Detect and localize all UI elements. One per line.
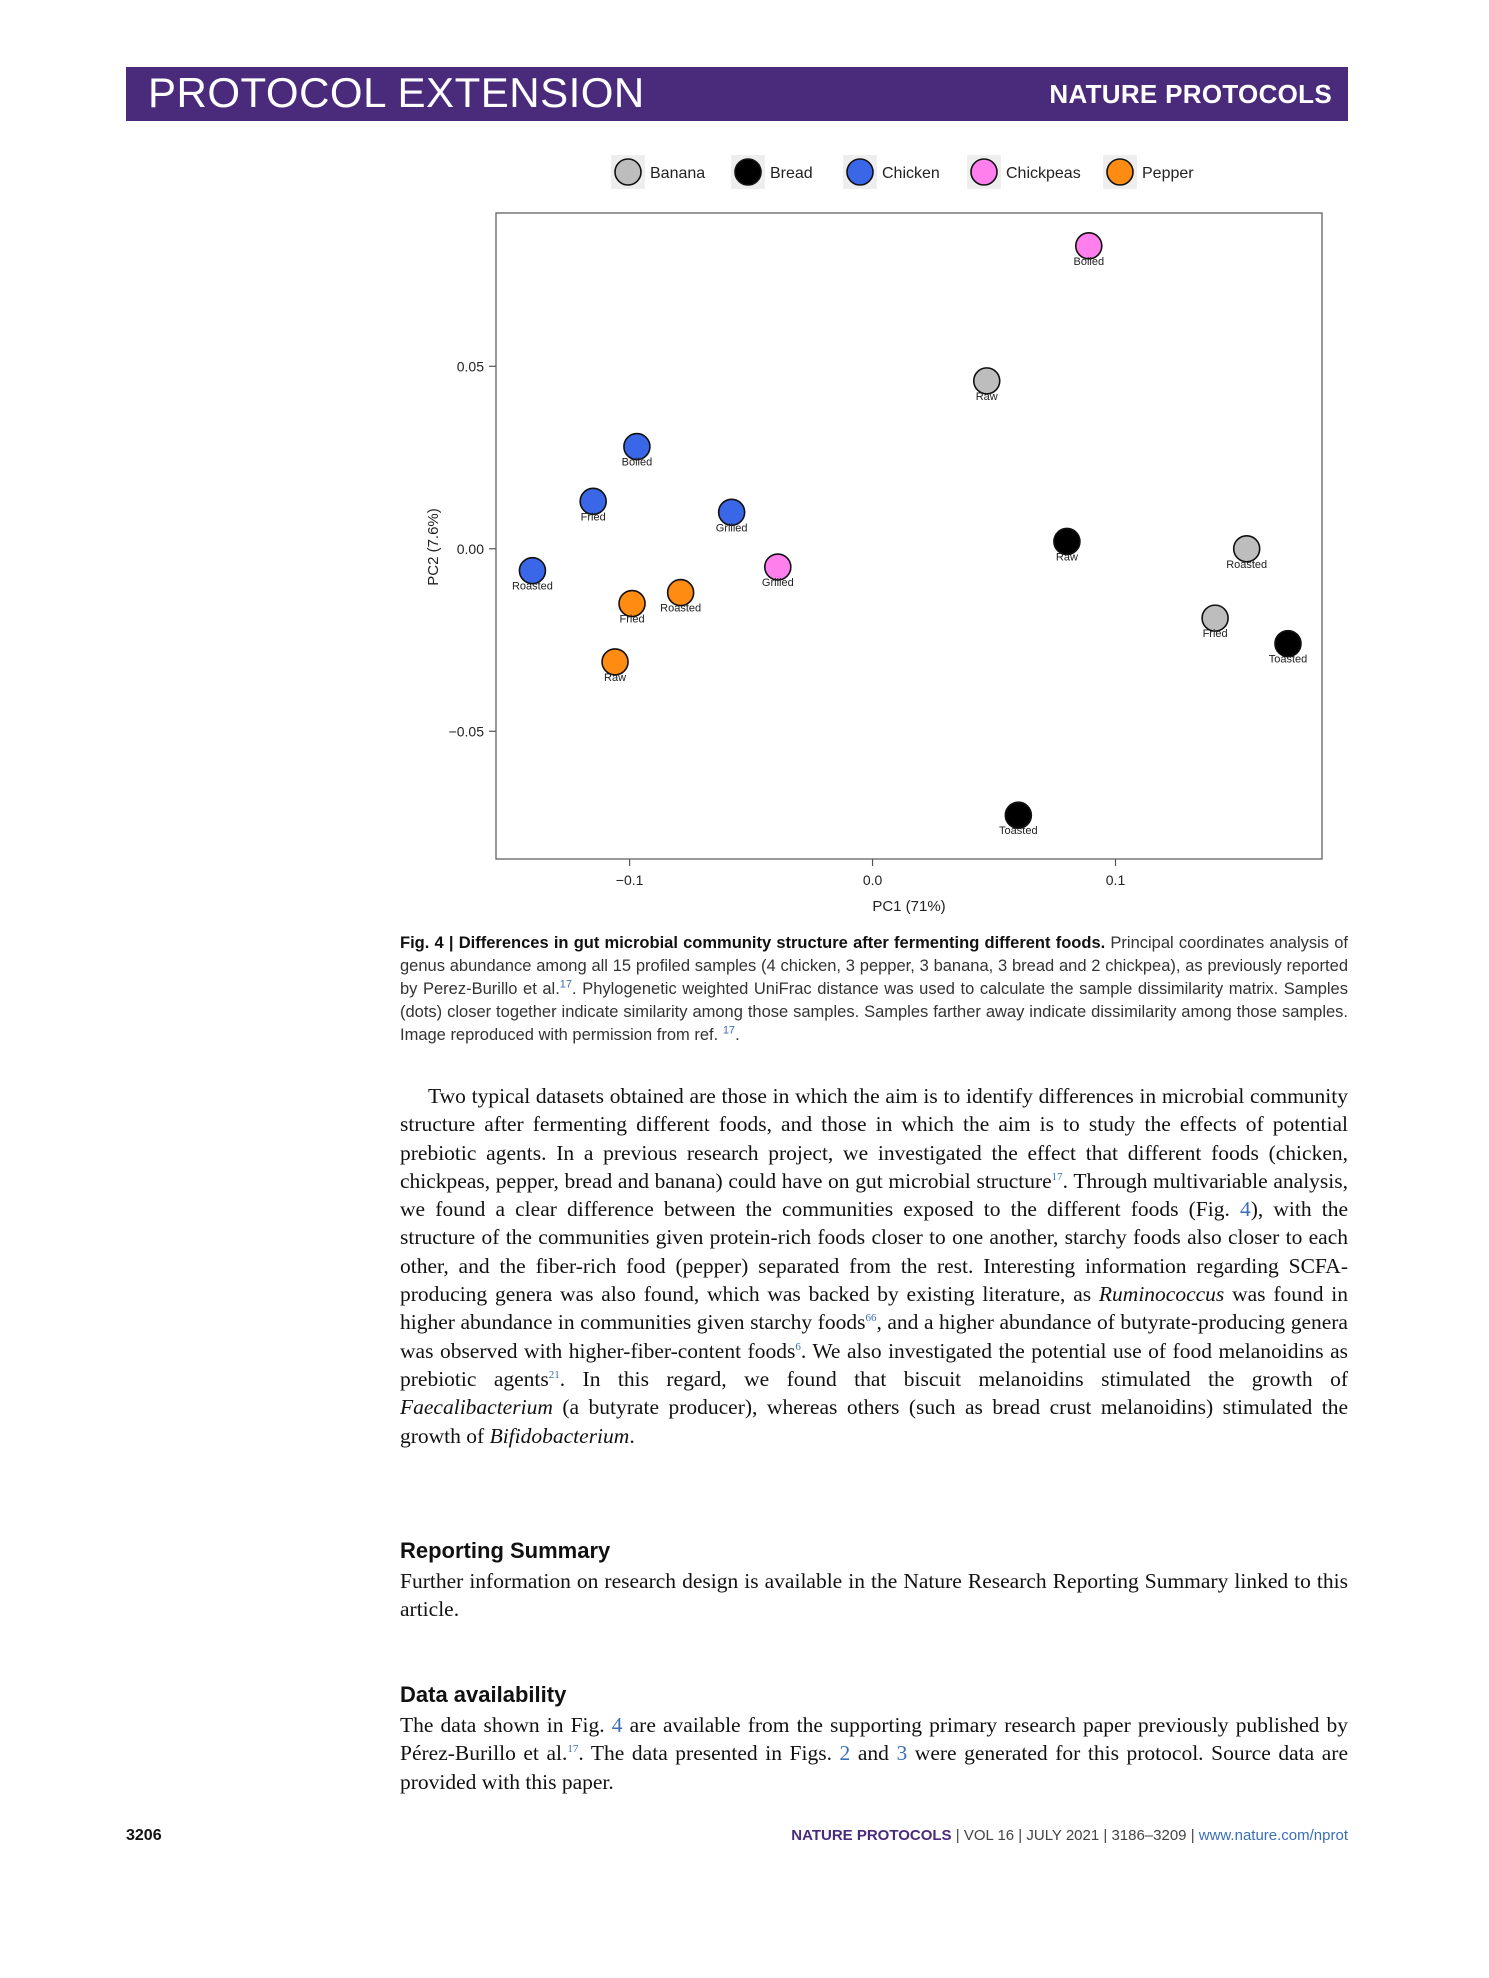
- y-tick-label: 0.05: [456, 358, 484, 375]
- y-tick-label: −0.05: [448, 723, 484, 740]
- body-text-a: Two typical datasets obtained are those in which the aim is to identify differences in microbial community structure after fermenting different foods, and those in which the aim is to study the effects of potential prebiotic agents. In a previous research project, we investigated the effect that different foods (chicken, chickpeas, pepper, bread and banana) could have on gut microbial structure: [400, 1084, 1348, 1193]
- caption-ref-2[interactable]: 17: [722, 1024, 736, 1037]
- chart-legend: [611, 155, 1194, 189]
- body-text-f: . We also investigated the potential use of food melanoidins as prebiotic agents: [400, 1338, 1348, 1391]
- da-fig-link-4[interactable]: 4: [611, 1713, 623, 1737]
- point-label: Grilled: [761, 577, 794, 590]
- plot-frame: [496, 213, 1322, 859]
- data-point-banana: [1202, 605, 1228, 640]
- point-label: Boiled: [1073, 255, 1105, 268]
- legend-label: Pepper: [1142, 165, 1194, 182]
- caption-ref[interactable]: 17: [559, 978, 573, 991]
- footer-volume: VOL 16: [963, 1827, 1015, 1844]
- legend-item-chickpeas: [967, 155, 1081, 189]
- data-point-bread: [999, 802, 1038, 837]
- body-text-i: .: [629, 1423, 635, 1448]
- legend-label: Chicken: [882, 165, 940, 182]
- body-text-b: . Through multivariable analysis, we found a clear difference between the communities exposed to the different foods (Fig.: [400, 1168, 1348, 1222]
- point-label: Raw: [975, 390, 998, 403]
- point-label: Toasted: [999, 825, 1038, 838]
- legend-marker: [971, 159, 997, 185]
- legend-marker: [735, 159, 761, 185]
- body-text-e: , and a higher abundance of butyrate-producing genera was observed with higher-fiber-content foods: [400, 1310, 1348, 1363]
- caption-text-3: .: [735, 1026, 740, 1044]
- body-text-c: ), with the structure of the communities given protein-rich foods closer to one another, starchy foods also closer to each other, and the fiber-rich food (pepper) separated from the rest. Interesting information regarding SCFA-producing genera was also found, which was backed by existing literature, as: [400, 1197, 1348, 1307]
- point-label: Fried: [1202, 628, 1228, 641]
- footer-date: JULY 2021: [1026, 1827, 1100, 1844]
- caption-text-2: . Phylogenetic weighted UniFrac distance was used to calculate the sample dissimilarity matrix. Samples (dots) closer together indicate similarity among those samples. Samples farther away indicate dissimilarity among those samples. Image reproduced with permission from ref.: [400, 980, 1348, 1044]
- citation-6[interactable]: 6: [795, 1340, 801, 1353]
- citation-66[interactable]: 66: [865, 1312, 877, 1325]
- body-text-g: . In this regard, we found that biscuit melanoidins stimulated the growth of: [559, 1366, 1348, 1391]
- italic-faecalibacterium: Faecalibacterium: [400, 1395, 553, 1420]
- footer-journal: NATURE PROTOCOLS: [791, 1827, 952, 1844]
- body-paragraph: [400, 1082, 1348, 1450]
- x-tick-label: 0.0: [862, 872, 883, 888]
- body-text-d: was found in higher abundance in communities given starchy foods: [400, 1282, 1348, 1335]
- data-point-bread: [1269, 631, 1308, 666]
- point-label: Raw: [604, 671, 627, 684]
- da-citation-17[interactable]: 17: [567, 1743, 579, 1756]
- data-point-pepper: [660, 580, 701, 615]
- data-point-chicken: [622, 434, 653, 469]
- italic-bifidobacterium: Bifidobacterium: [489, 1423, 630, 1448]
- chart-points: [512, 233, 1307, 837]
- footer-sep-1: |: [951, 1827, 964, 1844]
- footer-url[interactable]: www.nature.com/nprot: [1198, 1827, 1348, 1844]
- legend-label: Banana: [650, 165, 706, 182]
- caption-text: Principal coordinates analysis of genus abundance among all 15 profiled samples (4 chicken, 3 pepper, 3 banana, 3 bread and 2 chickpea), as previously reported by Perez-Burillo et al.: [400, 934, 1348, 998]
- da-fig-link-3[interactable]: 3: [896, 1741, 908, 1766]
- footer-sep-4: |: [1186, 1827, 1199, 1844]
- journal-label: NATURE PROTOCOLS: [1049, 79, 1332, 109]
- caption-label: Fig. 4 | Differences in gut microbial community structure after fermenting different foods.: [400, 934, 1106, 952]
- da-text-c: . The data presented in Figs.: [578, 1741, 840, 1766]
- data-availability-text: [400, 1711, 1348, 1796]
- data-point-chickpeas: [762, 554, 794, 589]
- data-point-bread: [1054, 528, 1080, 563]
- da-fig-link-2[interactable]: 2: [839, 1741, 851, 1766]
- data-point-chicken: [580, 488, 606, 523]
- body-text-h: (a butyrate producer), whereas others (such as bread crust melanoidins) stimulated the growth of: [400, 1395, 1348, 1448]
- legend-marker: [1107, 159, 1133, 185]
- point-label: Roasted: [511, 580, 553, 593]
- legend-label: Chickpeas: [1006, 165, 1081, 182]
- legend-item-banana: [611, 155, 705, 189]
- footer-info: [791, 1827, 1348, 1844]
- data-point-pepper: [602, 649, 628, 684]
- data-point-pepper: [619, 591, 645, 626]
- italic-ruminococcus: Ruminococcus: [1098, 1282, 1225, 1307]
- reporting-summary-heading: Reporting Summary: [400, 1538, 611, 1563]
- point-label: Fried: [619, 613, 645, 626]
- data-point-banana: [1226, 536, 1267, 571]
- da-text-b: are available from the supporting primary research paper previously published by Pérez-Burillo et al.: [400, 1713, 1348, 1766]
- point-label: Fried: [580, 511, 606, 524]
- data-point-chicken: [512, 558, 553, 593]
- reporting-summary-text: Further information on research design is available in the Nature Research Reporting Summary linked to this article.: [400, 1569, 1348, 1622]
- point-label: Boiled: [621, 456, 653, 469]
- legend-item-bread: [731, 155, 813, 189]
- point-label: Raw: [1055, 551, 1078, 564]
- point-label: Grilled: [715, 522, 748, 535]
- legend-marker: [847, 159, 873, 185]
- y-axis-label: PC2 (7.6%): [425, 508, 442, 586]
- x-tick-label: −0.1: [615, 872, 644, 888]
- da-text-d: and: [850, 1741, 897, 1766]
- data-point-chicken: [716, 499, 748, 534]
- page-number: 3206: [126, 1827, 162, 1844]
- data-point-chickpeas: [1073, 233, 1104, 268]
- pcoa-figure: [0, 0, 1489, 930]
- footer-pages: 3186–3209: [1111, 1827, 1187, 1844]
- figure-caption: [400, 932, 1348, 1047]
- y-tick-label: 0.00: [456, 540, 484, 557]
- legend-label: Bread: [770, 165, 813, 182]
- point-label: Toasted: [1268, 653, 1308, 666]
- da-text-e: were generated for this protocol. Source data are provided with this paper.: [400, 1741, 1348, 1794]
- legend-item-chicken: [843, 155, 940, 189]
- da-text-a: The data shown in Fig.: [400, 1713, 612, 1737]
- citation-17[interactable]: 17: [1051, 1170, 1063, 1183]
- data-availability-heading: Data availability: [400, 1682, 567, 1707]
- point-label: Roasted: [660, 602, 702, 615]
- x-axis-label: PC1 (71%): [872, 898, 946, 915]
- x-tick-label: 0.1: [1105, 872, 1126, 888]
- legend-item-pepper: [1103, 155, 1194, 189]
- citation-21[interactable]: 21: [548, 1368, 560, 1381]
- footer-sep-3: |: [1099, 1827, 1112, 1844]
- point-label: Roasted: [1226, 558, 1268, 571]
- section-label: PROTOCOL EXTENSION: [148, 69, 645, 116]
- legend-marker: [615, 159, 641, 185]
- fig-link-4[interactable]: 4: [1239, 1197, 1251, 1222]
- footer-sep-2: |: [1014, 1827, 1027, 1844]
- data-point-banana: [974, 368, 1000, 403]
